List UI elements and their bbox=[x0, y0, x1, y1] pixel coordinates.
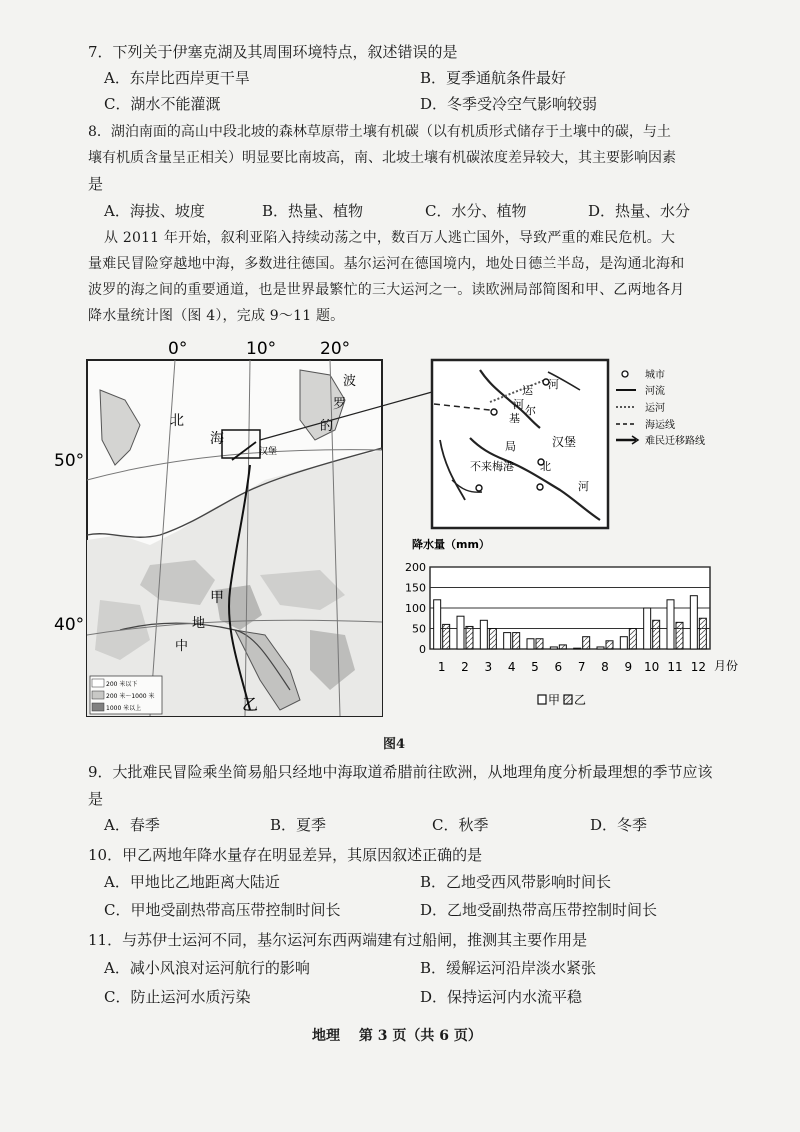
q7-option-c: C．湖水不能灌溉 bbox=[104, 95, 221, 113]
chart-xtick-label: 8 bbox=[601, 660, 609, 674]
bar-yi-month-1 bbox=[443, 624, 450, 649]
elevation-legend bbox=[90, 676, 162, 714]
lat-label-40: 40° bbox=[54, 615, 85, 635]
chart-xtick-label: 4 bbox=[507, 660, 516, 674]
inset-label-he1: 河 bbox=[548, 378, 559, 391]
chart-ytick-label: 50 bbox=[412, 622, 426, 636]
inset-legend-canal: 运河 bbox=[645, 403, 665, 414]
inset-label-ju: 局 bbox=[505, 440, 516, 453]
precipitation-chart bbox=[405, 537, 738, 707]
q7-stem: 7．下列关于伊塞克湖及其周围环境特点，叙述错误的是 bbox=[88, 43, 458, 61]
kiel-canal-inset bbox=[432, 360, 608, 528]
chart-xtick-label: 12 bbox=[690, 660, 706, 674]
label-sea: 海 bbox=[210, 431, 224, 447]
chart-xtick-label: 2 bbox=[461, 660, 469, 674]
q9-option-d: D．冬季 bbox=[590, 816, 648, 834]
q9-option-b: B．夏季 bbox=[270, 816, 327, 834]
figure-4 bbox=[0, 330, 800, 750]
label-baltic-3: 的 bbox=[320, 419, 334, 434]
label-jia: 甲 bbox=[210, 590, 224, 606]
bar-yi-month-11 bbox=[676, 622, 683, 649]
q11-option-b: B．缓解运河沿岸淡水紧张 bbox=[420, 959, 597, 977]
inset-legend-river: 河流 bbox=[645, 386, 665, 397]
q8-stem-line-1: 8．湖泊南面的高山中段北坡的森林草原带土壤有机碳（以有机质形式储存于土壤中的碳，与土 bbox=[88, 124, 671, 140]
bar-jia-month-7 bbox=[574, 648, 581, 649]
elev-legend-1: 200 米以下 bbox=[106, 681, 138, 688]
q10-option-b: B．乙地受西风带影响时间长 bbox=[420, 873, 612, 891]
chart-xtick-label: 1 bbox=[437, 660, 446, 674]
inset-label-he3: 河 bbox=[578, 480, 589, 493]
q11-option-a: A．减小风浪对运河航行的影响 bbox=[104, 959, 310, 977]
chart-ytick-label: 100 bbox=[405, 602, 426, 615]
chart-xtick-label: 7 bbox=[577, 660, 586, 674]
q9-option-a: A．春季 bbox=[104, 816, 160, 834]
chart-xtick-label: 9 bbox=[624, 660, 633, 674]
chart-x-unit: 月份 bbox=[714, 659, 739, 673]
q11-stem: 11．与苏伊士运河不同，基尔运河东西两端建有过船闸，推测其主要作用是 bbox=[88, 931, 588, 949]
inset-label-hamburg: 汉堡 bbox=[552, 435, 577, 449]
bar-yi-month-10 bbox=[653, 620, 660, 649]
bar-jia-month-2 bbox=[457, 616, 464, 649]
q8-stem-line-2: 壤有机质含量呈正相关）明显要比南坡高，南、北坡土壤有机碳浓度差异较大，其主要影响因素 bbox=[88, 150, 676, 166]
bar-yi-month-12 bbox=[699, 618, 706, 649]
q7-option-a: A．东岸比西岸更干旱 bbox=[104, 69, 250, 87]
bar-yi-month-4 bbox=[513, 633, 520, 649]
bar-yi-month-2 bbox=[466, 626, 473, 649]
bar-jia-month-1 bbox=[434, 600, 441, 649]
q8-option-c: C．水分、植物 bbox=[425, 202, 527, 220]
chart-xtick-label: 5 bbox=[531, 660, 539, 674]
bar-jia-month-8 bbox=[597, 647, 604, 649]
label-north: 北 bbox=[170, 413, 184, 429]
q9-option-c: C．秋季 bbox=[432, 816, 489, 834]
elev-legend-3: 1000 米以上 bbox=[106, 705, 142, 712]
inset-label-er: 尔 bbox=[525, 404, 536, 417]
bar-yi-month-9 bbox=[629, 629, 636, 650]
passage-line-2: 量难民冒险穿越地中海，多数进往德国。基尔运河在德国境内，地处日德兰半岛，是沟通北海和 bbox=[88, 256, 685, 272]
bar-jia-month-10 bbox=[644, 608, 651, 649]
chart-ytick-label: 200 bbox=[405, 561, 426, 574]
chart-xtick-label: 3 bbox=[484, 660, 493, 674]
q10-option-d: D．乙地受副热带高压带控制时间长 bbox=[420, 901, 658, 919]
page-footer: 地理 第 3 页（共 6 页） bbox=[312, 1028, 482, 1044]
inset-label-bei: 北 bbox=[540, 460, 551, 473]
q8-stem-line-3: 是 bbox=[88, 175, 104, 193]
inset-legend bbox=[616, 368, 705, 447]
chart-xtick-label: 11 bbox=[667, 660, 683, 674]
lon-label-0: 0° bbox=[168, 339, 188, 359]
bar-jia-month-12 bbox=[690, 596, 697, 649]
label-baltic-1: 波 bbox=[343, 374, 357, 389]
label-baltic-2: 罗 bbox=[333, 397, 347, 412]
bar-yi-month-7 bbox=[583, 637, 590, 649]
q8-option-b: B．热量、植物 bbox=[262, 202, 364, 220]
label-di: 地 bbox=[192, 616, 206, 631]
q7-option-b: B．夏季通航条件最好 bbox=[420, 69, 567, 87]
q9-stem-line-1: 9．大批难民冒险乘坐简易船只经地中海取道希腊前往欧洲，从地理角度分析最理想的季节应该 bbox=[88, 763, 713, 781]
inset-legend-city: 城市 bbox=[645, 370, 665, 381]
bar-jia-month-4 bbox=[504, 633, 511, 649]
bar-jia-month-11 bbox=[667, 600, 674, 649]
passage-line-1: 从 2011 年开始，叙利亚陷入持续动荡之中，数百万人逃亡国外，导致严重的难民危机。大 bbox=[104, 230, 676, 246]
q11-option-d: D．保持运河内水流平稳 bbox=[420, 988, 583, 1006]
bar-jia-month-3 bbox=[480, 620, 487, 649]
lon-label-10: 10° bbox=[246, 339, 277, 359]
inset-label-yun: 运 bbox=[522, 384, 533, 397]
inset-label-ji: 基 bbox=[509, 412, 520, 425]
q8-option-d: D．热量、水分 bbox=[588, 202, 691, 220]
label-hamburg: 汉堡 bbox=[259, 447, 278, 457]
inset-legend-refugee: 难民迁移路线 bbox=[645, 436, 705, 447]
bar-jia-month-9 bbox=[620, 637, 627, 649]
bar-yi-month-6 bbox=[559, 645, 566, 649]
q8-option-a: A．海拔、坡度 bbox=[104, 202, 205, 220]
figure-caption: 图4 bbox=[383, 737, 406, 752]
q7-option-d: D．冬季受冷空气影响较弱 bbox=[420, 95, 598, 113]
inset-label-he2: 河 bbox=[513, 398, 524, 411]
chart-title: 降水量（mm） bbox=[412, 538, 490, 551]
q11-option-c: C．防止运河水质污染 bbox=[104, 988, 251, 1006]
elev-legend-2: 200 米～1000 米 bbox=[106, 693, 155, 700]
lon-label-20: 20° bbox=[320, 339, 351, 359]
inset-legend-shipping: 海运线 bbox=[645, 420, 675, 431]
chart-xtick-label: 10 bbox=[644, 660, 660, 674]
label-yi: 乙 bbox=[242, 695, 259, 714]
chart-ytick-label: 150 bbox=[405, 581, 426, 595]
bar-yi-month-5 bbox=[536, 639, 543, 649]
lat-label-50: 50° bbox=[54, 451, 85, 471]
bar-jia-month-5 bbox=[527, 639, 534, 649]
q9-stem-line-2: 是 bbox=[88, 790, 104, 808]
q10-stem: 10．甲乙两地年降水量存在明显差异，其原因叙述正确的是 bbox=[88, 846, 483, 864]
chart-legend-jia: 甲 bbox=[548, 693, 561, 707]
q10-option-c: C．甲地受副热带高压带控制时间长 bbox=[104, 901, 341, 919]
q10-option-a: A．甲地比乙地距离大陆近 bbox=[104, 873, 280, 891]
label-zhong: 中 bbox=[175, 639, 189, 654]
bar-jia-month-6 bbox=[550, 647, 557, 649]
inset-label-bremen: 不来梅港 bbox=[470, 460, 514, 473]
passage-line-4: 降水量统计图（图 4），完成 9～11 题。 bbox=[88, 308, 345, 324]
chart-xtick-label: 6 bbox=[554, 660, 563, 674]
chart-legend bbox=[538, 693, 586, 707]
chart-legend-yi: 乙 bbox=[574, 693, 587, 707]
bar-yi-month-3 bbox=[489, 629, 496, 650]
chart-ytick-label: 0 bbox=[419, 643, 426, 656]
passage-line-3: 波罗的海之间的重要通道，也是世界最繁忙的三大运河之一。读欧洲局部简图和甲、乙两地各月 bbox=[88, 282, 685, 298]
bar-yi-month-8 bbox=[606, 641, 613, 649]
europe-map bbox=[87, 360, 382, 716]
